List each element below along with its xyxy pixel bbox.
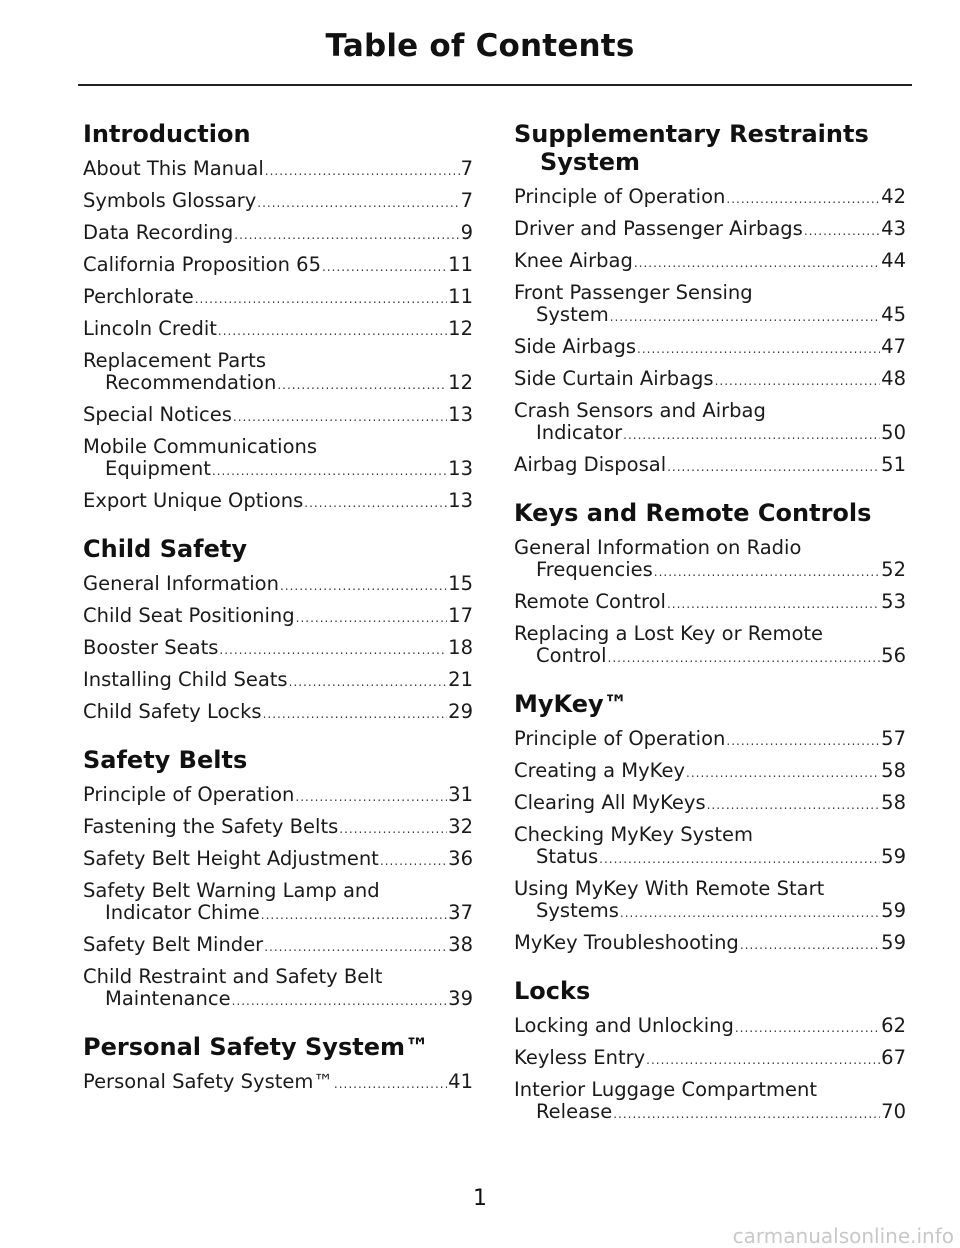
dot-leader: [277, 374, 447, 396]
toc-entry-page: 12: [448, 317, 473, 340]
dot-leader: [234, 224, 459, 246]
section-heading: Keys and Remote Controls: [514, 499, 872, 527]
toc-section-locks: [514, 977, 906, 1125]
dot-leader: [264, 936, 447, 958]
dot-leader: [334, 1073, 447, 1095]
toc-entry-continuation: [514, 304, 906, 328]
toc-entry-continuation: [83, 902, 473, 926]
toc-entry-title: Special Notices: [83, 403, 232, 426]
toc-entry-page: 12: [448, 371, 473, 394]
dot-leader: [726, 188, 880, 210]
toc-entry-title: General Information on Radio: [514, 536, 802, 559]
toc-entry[interactable]: [83, 190, 473, 214]
toc-entry-title: Child Seat Positioning: [83, 604, 295, 627]
toc-entry-page: 13: [448, 489, 473, 512]
dot-leader: [634, 252, 880, 274]
toc-entry-title-continued: Recommendation: [105, 371, 277, 394]
toc-entry-title: Keyless Entry: [514, 1046, 646, 1069]
dot-leader: [232, 990, 448, 1012]
toc-entry-title: Crash Sensors and Airbag: [514, 399, 766, 422]
toc-entry[interactable]: [83, 254, 473, 278]
toc-entry-page: 70: [881, 1100, 906, 1123]
toc-entry[interactable]: [514, 792, 906, 816]
toc-entry-page: 59: [881, 931, 906, 954]
toc-entry-title: Data Recording: [83, 221, 234, 244]
toc-section-child-safety: [83, 535, 473, 725]
dot-leader: [740, 934, 880, 956]
toc-entry-title: Perchlorate: [83, 285, 194, 308]
dot-leader: [637, 338, 880, 360]
toc-entry-title: Checking MyKey System: [514, 823, 753, 846]
dot-leader: [261, 904, 447, 926]
toc-entry[interactable]: [514, 728, 906, 752]
toc-entry-page: 32: [448, 815, 473, 838]
section-heading: Supplementary Restraints System: [514, 120, 869, 176]
toc-entry-title-continued: Maintenance: [105, 987, 231, 1010]
toc-entry-page: 9: [460, 221, 473, 244]
toc-entry-title: Booster Seats: [83, 636, 219, 659]
toc-entry-page: 36: [448, 847, 473, 870]
section-heading: Safety Belts: [83, 746, 248, 774]
toc-entry-page: 39: [448, 987, 473, 1010]
title-divider: [78, 84, 912, 86]
toc-entry-page: 29: [448, 700, 473, 723]
dot-leader: [265, 160, 460, 182]
toc-entry-continuation: [514, 422, 906, 446]
dot-leader: [263, 703, 448, 725]
toc-entry-page: 13: [448, 457, 473, 480]
dot-leader: [667, 456, 880, 478]
toc-entry[interactable]: [83, 436, 473, 482]
dot-leader: [233, 406, 447, 428]
dot-leader: [726, 730, 880, 752]
toc-entry-title: Side Airbags: [514, 335, 637, 358]
toc-entry-title: Clearing All MyKeys: [514, 791, 706, 814]
dot-leader: [599, 848, 880, 870]
toc-entry-title: California Proposition 65: [83, 253, 321, 276]
toc-entry-title: Symbols Glossary: [83, 189, 257, 212]
dot-leader: [289, 671, 448, 693]
dot-leader: [212, 460, 447, 482]
toc-entry-page: 44: [881, 249, 906, 272]
toc-entry-page: 41: [448, 1070, 473, 1093]
toc-entry[interactable]: [514, 1079, 906, 1125]
toc-entry[interactable]: [514, 824, 906, 870]
toc-entry-title-continued: Control: [536, 644, 607, 667]
dot-leader: [686, 762, 880, 784]
toc-entry[interactable]: [514, 537, 906, 583]
toc-right-column: [514, 120, 906, 1146]
toc-entry[interactable]: [83, 934, 473, 958]
toc-entry-title-continued: System: [536, 303, 609, 326]
toc-entry[interactable]: [83, 222, 473, 246]
toc-entry-page: 52: [881, 558, 906, 581]
dot-leader: [608, 647, 881, 669]
toc-entry-continuation: [514, 900, 906, 924]
dot-leader: [296, 607, 448, 629]
toc-entry-title-continued: Release: [536, 1100, 613, 1123]
toc-entry[interactable]: [83, 286, 473, 310]
dot-leader: [707, 794, 881, 816]
toc-entry-title: Locking and Unlocking: [514, 1014, 734, 1037]
toc-section-supplementary-restraints-system: [514, 120, 906, 478]
section-heading: MyKey™: [514, 690, 628, 718]
toc-entry[interactable]: [514, 336, 906, 360]
toc-entry-page: 13: [448, 403, 473, 426]
toc-entry[interactable]: [514, 186, 906, 210]
dot-leader: [280, 575, 447, 597]
dot-leader: [218, 320, 447, 342]
toc-entry-page: 7: [460, 189, 473, 212]
toc-entry-page: 58: [881, 791, 906, 814]
dot-leader: [380, 850, 447, 872]
toc-entry-title: Safety Belt Warning Lamp and: [83, 879, 380, 902]
dot-leader: [195, 288, 447, 310]
toc-section-mykey: [514, 690, 906, 956]
toc-entry-title-continued: Systems: [536, 899, 619, 922]
toc-entry[interactable]: [83, 880, 473, 926]
toc-entry-title: Principle of Operation: [83, 783, 295, 806]
toc-entry-page: 21: [448, 668, 473, 691]
toc-entry[interactable]: [83, 848, 473, 872]
toc-entry-title: Lincoln Credit: [83, 317, 217, 340]
dot-leader: [613, 1103, 880, 1125]
toc-entry-page: 45: [881, 303, 906, 326]
toc-entry-continuation: [514, 645, 906, 669]
toc-entry-title: Safety Belt Minder: [83, 933, 264, 956]
toc-entry-title: Safety Belt Height Adjustment: [83, 847, 379, 870]
dot-leader: [219, 639, 447, 661]
toc-entry-title: Airbag Disposal: [514, 453, 667, 476]
toc-entry-title: Front Passenger Sensing: [514, 281, 753, 304]
toc-entry[interactable]: [83, 966, 473, 1012]
toc-section-keys-and-remote-controls: [514, 499, 906, 669]
toc-entry[interactable]: [514, 878, 906, 924]
section-heading: Personal Safety System™: [83, 1033, 429, 1061]
toc-entry[interactable]: [514, 400, 906, 446]
toc-entry-title: Knee Airbag: [514, 249, 633, 272]
section-heading: Introduction: [83, 120, 251, 148]
toc-entry-title: Principle of Operation: [514, 185, 726, 208]
page-title: Table of Contents: [325, 28, 635, 64]
toc-entry[interactable]: [83, 490, 473, 514]
toc-entry[interactable]: [514, 368, 906, 392]
dot-leader: [257, 192, 459, 214]
dot-leader: [654, 561, 880, 583]
toc-entry-title: Personal Safety System™: [83, 1070, 333, 1093]
toc-entry-page: 17: [448, 604, 473, 627]
dot-leader: [715, 370, 881, 392]
toc-entry[interactable]: [514, 250, 906, 274]
dot-leader: [646, 1049, 880, 1071]
toc-entry[interactable]: [83, 350, 473, 396]
toc-entry-title: Replacement Parts: [83, 349, 266, 372]
dot-leader: [804, 220, 880, 242]
toc-entry-continuation: [83, 988, 473, 1012]
toc-entry-title: Using MyKey With Remote Start: [514, 877, 825, 900]
toc-entry-title: Creating a MyKey: [514, 759, 686, 782]
toc-entry[interactable]: [514, 1015, 906, 1039]
toc-entry[interactable]: [514, 454, 906, 478]
toc-entry[interactable]: [83, 404, 473, 428]
toc-entry-title-continued: Status: [536, 845, 599, 868]
toc-entry-page: 7: [460, 157, 473, 180]
toc-entry-title-continued: Indicator Chime: [105, 901, 260, 924]
toc-entry[interactable]: [514, 932, 906, 956]
toc-entry-page: 56: [881, 644, 906, 667]
toc-entry[interactable]: [83, 816, 473, 840]
page-number: 1: [473, 1186, 487, 1211]
dot-leader: [623, 424, 880, 446]
dot-leader: [322, 256, 447, 278]
dot-leader: [339, 818, 447, 840]
toc-entry-title: Driver and Passenger Airbags: [514, 217, 803, 240]
toc-entry-page: 67: [881, 1046, 906, 1069]
toc-entry-page: 62: [881, 1014, 906, 1037]
toc-entry-title: Mobile Communications: [83, 435, 318, 458]
dot-leader: [667, 593, 880, 615]
toc-entry-page: 59: [881, 899, 906, 922]
toc-entry[interactable]: [514, 218, 906, 242]
toc-section-introduction: [83, 120, 473, 514]
toc-left-column: [83, 120, 473, 1116]
toc-entry-page: 57: [881, 727, 906, 750]
toc-entry[interactable]: [83, 669, 473, 693]
toc-entry-page: 42: [881, 185, 906, 208]
toc-entry-page: 43: [881, 217, 906, 240]
toc-entry-title: Interior Luggage Compartment: [514, 1078, 818, 1101]
toc-entry-title: Child Restraint and Safety Belt: [83, 965, 383, 988]
toc-entry[interactable]: [83, 573, 473, 597]
toc-entry-title: Remote Control: [514, 590, 666, 613]
section-heading: Locks: [514, 977, 591, 1005]
toc-entry-title-continued: Frequencies: [536, 558, 653, 581]
toc-entry-title-continued: Equipment: [105, 457, 211, 480]
toc-entry-title: Principle of Operation: [514, 727, 726, 750]
dot-leader: [735, 1017, 880, 1039]
toc-entry-title: MyKey Troubleshooting: [514, 931, 739, 954]
toc-entry-continuation: [83, 372, 473, 396]
toc-entry-title: About This Manual: [83, 157, 264, 180]
toc-entry[interactable]: [514, 623, 906, 669]
toc-entry[interactable]: [83, 1071, 473, 1095]
toc-entry-continuation: [514, 1101, 906, 1125]
toc-entry-title: General Information: [83, 572, 279, 595]
toc-entry-page: 31: [448, 783, 473, 806]
toc-entry-title: Installing Child Seats: [83, 668, 288, 691]
dot-leader: [304, 492, 447, 514]
toc-entry-page: 58: [881, 759, 906, 782]
toc-entry[interactable]: [514, 282, 906, 328]
toc-entry[interactable]: [514, 760, 906, 784]
toc-entry-title: Child Safety Locks: [83, 700, 262, 723]
toc-entry[interactable]: [514, 591, 906, 615]
toc-entry-page: 47: [881, 335, 906, 358]
section-heading: Child Safety: [83, 535, 248, 563]
toc-entry[interactable]: [83, 318, 473, 342]
toc-entry-title: Fastening the Safety Belts: [83, 815, 339, 838]
toc-entry-page: 51: [881, 453, 906, 476]
toc-section-safety-belts: [83, 746, 473, 1012]
toc-entry[interactable]: [514, 1047, 906, 1071]
toc-entry-page: 50: [881, 421, 906, 444]
toc-entry-page: 11: [448, 253, 473, 276]
toc-entry-page: 18: [448, 636, 473, 659]
watermark: carmanualsonline.info: [732, 1224, 954, 1248]
toc-entry-continuation: [514, 846, 906, 870]
toc-entry-title: Side Curtain Airbags: [514, 367, 714, 390]
toc-entry-title: Replacing a Lost Key or Remote: [514, 622, 824, 645]
toc-entry-page: 53: [881, 590, 906, 613]
toc-entry-title: Export Unique Options: [83, 489, 304, 512]
toc-entry[interactable]: [83, 701, 473, 725]
toc-entry-continuation: [83, 458, 473, 482]
toc-entry-continuation: [514, 559, 906, 583]
toc-entry[interactable]: [83, 784, 473, 808]
toc-entry-page: 11: [448, 285, 473, 308]
dot-leader: [295, 786, 447, 808]
dot-leader: [610, 306, 880, 328]
toc-section-personal-safety-system: [83, 1033, 473, 1095]
toc-entry-page: 38: [448, 933, 473, 956]
toc-entry[interactable]: [83, 605, 473, 629]
toc-entry-title-continued: Indicator: [536, 421, 623, 444]
toc-entry-page: 37: [448, 901, 473, 924]
toc-entry[interactable]: [83, 158, 473, 182]
dot-leader: [620, 902, 880, 924]
toc-entry-page: 15: [448, 572, 473, 595]
toc-entry-page: 59: [881, 845, 906, 868]
toc-entry[interactable]: [83, 637, 473, 661]
toc-entry-page: 48: [881, 367, 906, 390]
